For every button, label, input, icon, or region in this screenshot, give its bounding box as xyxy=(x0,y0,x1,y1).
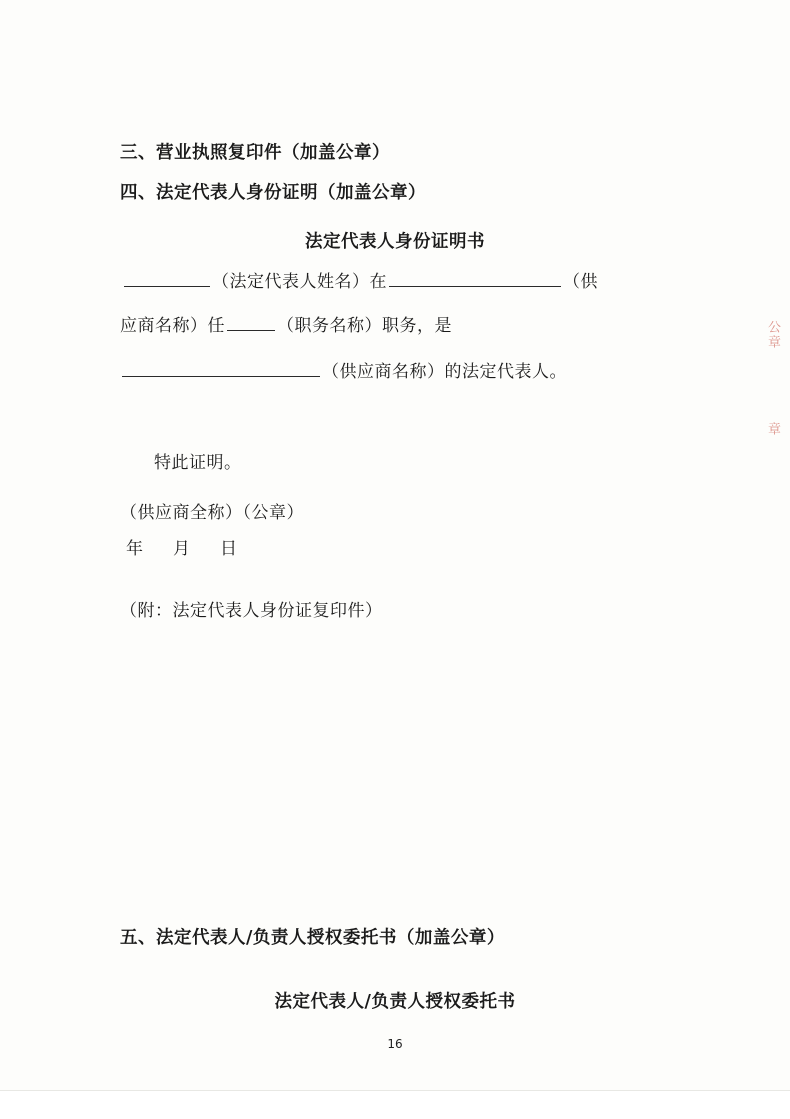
authorization-title: 法定代表人/负责人授权委托书 xyxy=(274,992,516,1012)
page-bottom-edge xyxy=(0,1090,790,1119)
certificate-title: 法定代表人身份证明书 xyxy=(305,232,485,252)
certificate-body-line-3 xyxy=(120,358,567,386)
stamp-mark-top: 公章 xyxy=(765,320,780,350)
certificate-body-line-1 xyxy=(122,268,598,296)
blank-legal-rep-name[interactable] xyxy=(124,268,210,287)
label-supplier-prefix: （供 xyxy=(563,271,598,292)
section-heading-five: 五、法定代表人/负责人授权委托书（加盖公章） xyxy=(120,928,505,948)
certificate-body-line-2 xyxy=(120,312,452,340)
section-heading-three: 三、营业执照复印件（加盖公章） xyxy=(120,143,390,163)
section-heading-four: 四、法定代表人身份证明（加盖公章） xyxy=(120,183,426,203)
page-content-area xyxy=(92,0,698,1119)
stamp-mark-bottom: 章 xyxy=(765,422,780,437)
label-position: （职务名称）职务，是 xyxy=(277,315,452,336)
page-number: 16 xyxy=(387,1037,403,1051)
certify-statement: 特此证明。 xyxy=(154,453,242,473)
blank-position[interactable] xyxy=(227,312,275,331)
label-supplier-suffix: 应商名称）任 xyxy=(120,315,225,336)
signature-dateline: 年 月 日 xyxy=(126,539,238,559)
blank-supplier-name-2[interactable] xyxy=(122,358,320,377)
blank-supplier-name-1[interactable] xyxy=(389,268,561,287)
signature-supplier-seal: （供应商全称）（公章） xyxy=(120,503,304,523)
label-legal-rep-name: （法定代表人姓名）在 xyxy=(212,271,387,292)
label-legal-rep-of-supplier: （供应商名称）的法定代表人。 xyxy=(322,361,567,382)
attachment-note: （附：法定代表人身份证复印件） xyxy=(120,601,383,621)
